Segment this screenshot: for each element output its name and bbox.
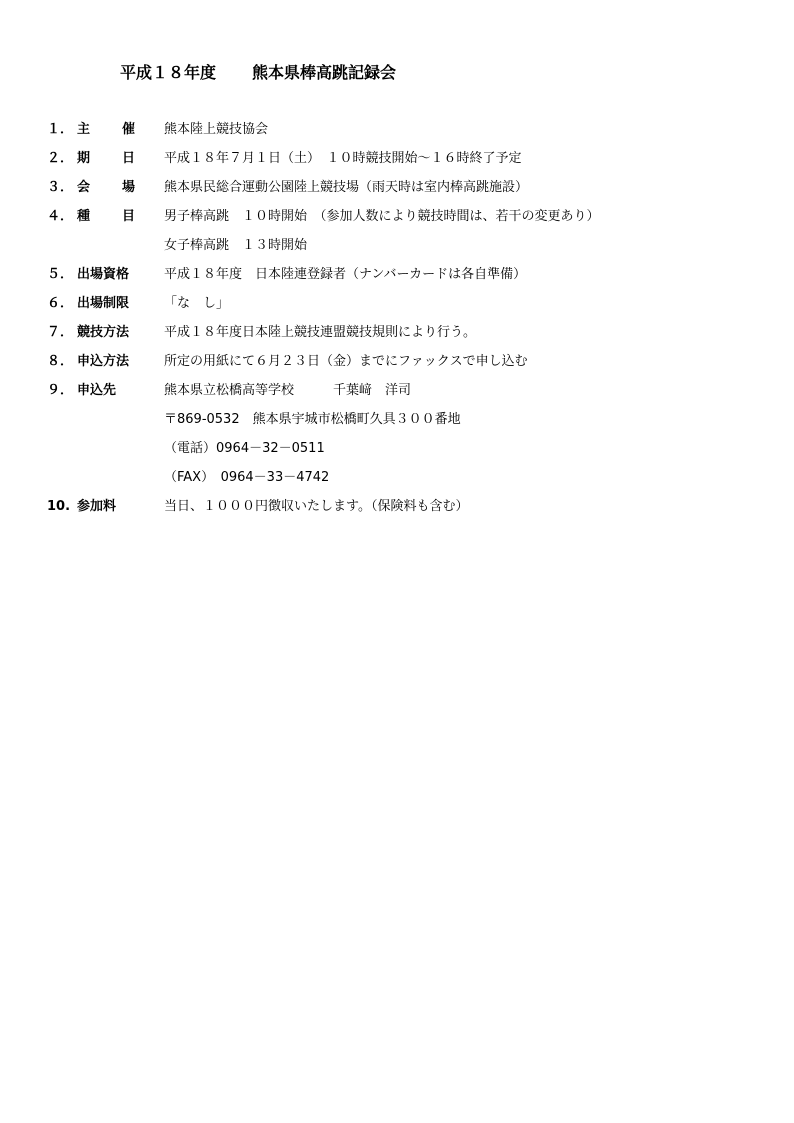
item-number: ８． [47,354,74,369]
item-row-application-method [0,349,794,378]
document-title [120,60,396,83]
item-number: ９． [47,383,74,398]
item-row-events-continued [0,233,794,262]
item-label: 会 場 [77,180,135,195]
item-text: 平成１８年７月１日（土） １０時競技開始～１６時終了予定 [164,151,522,166]
item-text: （FAX） 0964－33－4742 [164,470,330,485]
item-label: 出場制限 [77,296,130,311]
item-label: 申込方法 [77,354,130,369]
item-row-eligibility [0,262,794,291]
title-year: 平成１８年度 [120,63,217,82]
item-row-fee [0,494,794,523]
item-text: 〒869-0532 熊本県宇城市松橋町久具３００番地 [164,412,461,427]
item-row-application-destination [0,378,794,407]
item-row-organizer [0,117,794,146]
item-row-date [0,146,794,175]
item-text: 男子棒高跳 １０時開始 （参加人数により競技時間は、若干の変更あり） [164,209,600,224]
item-text: 所定の用紙にて６月２３日（金）までにファックスで申し込む [164,354,528,369]
item-label: 種 目 [77,209,135,224]
item-text: 女子棒高跳 １３時開始 [164,238,308,253]
item-row-rules [0,320,794,349]
item-text: 当日、１０００円徴収いたします。（保険料も含む） [164,499,469,514]
item-row-phone [0,436,794,465]
item-row-address [0,407,794,436]
item-row-restrictions [0,291,794,320]
item-label: 申込先 [77,383,117,398]
item-number: ６． [47,296,74,311]
item-number: １． [47,122,74,137]
item-label: 期 日 [77,151,135,166]
item-text: 熊本陸上競技協会 [164,122,269,137]
item-text: 平成１８年度日本陸上競技連盟競技規則により行う。 [164,325,477,340]
item-label: 競技方法 [77,325,130,340]
item-number: ３． [47,180,74,195]
item-row-fax [0,465,794,494]
item-text: 熊本県民総合運動公園陸上競技場（雨天時は室内棒高跳施設） [164,180,529,195]
item-text: 平成１８年度 日本陸連登録者（ナンバーカードは各自準備） [164,267,527,282]
title-event-name: 熊本県棒高跳記録会 [252,63,397,82]
item-label: 出場資格 [77,267,130,282]
item-list [0,117,794,523]
item-number: ２． [47,151,74,166]
item-number: ４． [47,209,74,224]
item-text: （電話）0964－32－0511 [164,441,325,456]
item-text: 「な し」 [164,296,230,311]
item-row-venue [0,175,794,204]
item-number: ５． [47,267,74,282]
item-text: 熊本県立松橋高等学校 千葉﨑 洋司 [164,383,412,398]
item-number: ７． [47,325,74,340]
item-label: 参加料 [77,499,117,514]
item-label: 主 催 [77,122,135,137]
item-number: 10. [47,499,71,514]
item-row-events [0,204,794,233]
